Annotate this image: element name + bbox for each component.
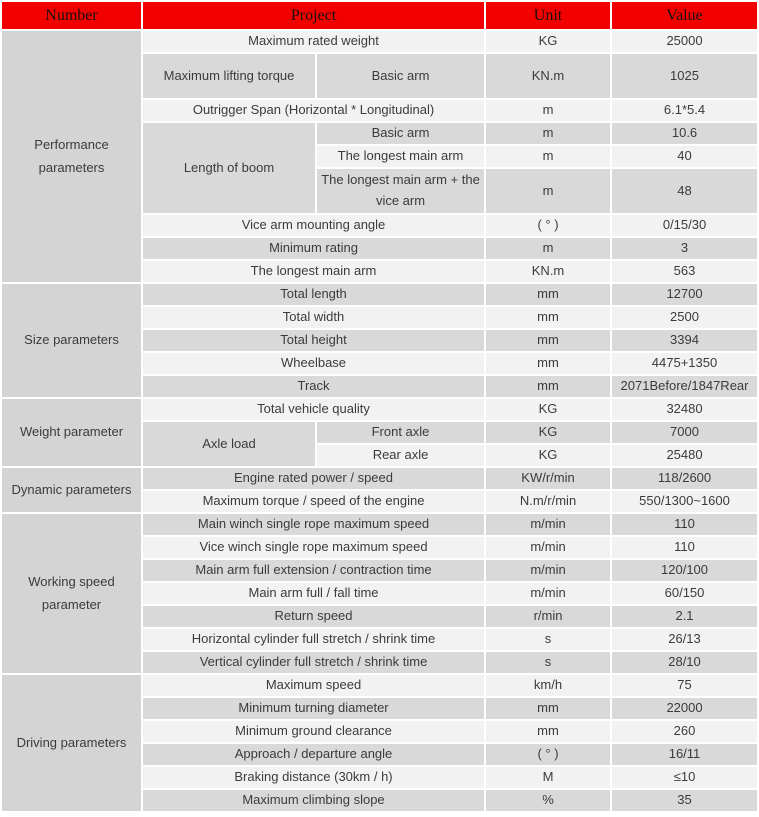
value-cell: 22000 [612, 698, 757, 719]
unit-cell: % [486, 790, 610, 811]
value-cell: 26/13 [612, 629, 757, 650]
project-cell: Minimum rating [143, 238, 484, 259]
unit-cell: N.m/r/min [486, 491, 610, 512]
value-cell: 2071Before/1847Rear [612, 376, 757, 397]
value-cell: 35 [612, 790, 757, 811]
project-cell: Wheelbase [143, 353, 484, 374]
value-cell: 25000 [612, 31, 757, 52]
col-header-value: Value [612, 2, 757, 29]
unit-cell: r/min [486, 606, 610, 627]
project-cell: Approach / departure angle [143, 744, 484, 765]
project-cell: Engine rated power / speed [143, 468, 484, 489]
unit-cell: m/min [486, 560, 610, 581]
value-cell: 3 [612, 238, 757, 259]
unit-cell: KN.m [486, 261, 610, 282]
value-cell: 2.1 [612, 606, 757, 627]
unit-cell: KG [486, 31, 610, 52]
project-cell: Main arm full / fall time [143, 583, 484, 604]
project-cell: Return speed [143, 606, 484, 627]
value-cell: 563 [612, 261, 757, 282]
table-row [2, 31, 757, 52]
table-row [2, 468, 757, 489]
project-cell: The longest main arm [143, 261, 484, 282]
project-cell: Outrigger Span (Horizontal * Longitudinal) [143, 100, 484, 121]
value-cell: 3394 [612, 330, 757, 351]
project-cell: Horizontal cylinder full stretch / shrink time [143, 629, 484, 650]
section-cell-size: Size parameters [2, 284, 141, 397]
value-cell: 40 [612, 146, 757, 167]
section-cell-working-speed: Working speed parameter [2, 514, 141, 673]
project-cell: Main winch single rope maximum speed [143, 514, 484, 535]
unit-cell: km/h [486, 675, 610, 696]
col-header-number: Number [2, 2, 141, 29]
value-cell: 118/2600 [612, 468, 757, 489]
value-cell: 110 [612, 514, 757, 535]
project-cell: Axle load [143, 422, 315, 466]
project-cell: Maximum climbing slope [143, 790, 484, 811]
project-sub-cell: Basic arm [317, 54, 484, 98]
project-cell: Maximum lifting torque [143, 54, 315, 98]
project-cell: Total height [143, 330, 484, 351]
value-cell: 550/1300~1600 [612, 491, 757, 512]
value-cell: ≤10 [612, 767, 757, 788]
project-cell: Minimum turning diameter [143, 698, 484, 719]
value-cell: 75 [612, 675, 757, 696]
value-cell: 60/150 [612, 583, 757, 604]
unit-cell: m/min [486, 514, 610, 535]
project-sub-cell: Front axle [317, 422, 484, 443]
unit-cell: m/min [486, 583, 610, 604]
unit-cell: M [486, 767, 610, 788]
unit-cell: s [486, 652, 610, 673]
project-cell: Braking distance (30km / h) [143, 767, 484, 788]
section-cell-dynamic: Dynamic parameters [2, 468, 141, 512]
unit-cell: ( ° ) [486, 215, 610, 236]
unit-cell: ( ° ) [486, 744, 610, 765]
value-cell: 16/11 [612, 744, 757, 765]
project-cell: Main arm full extension / contraction time [143, 560, 484, 581]
project-cell: Total width [143, 307, 484, 328]
value-cell: 32480 [612, 399, 757, 420]
unit-cell: m [486, 238, 610, 259]
value-cell: 25480 [612, 445, 757, 466]
unit-cell: s [486, 629, 610, 650]
unit-cell: KN.m [486, 54, 610, 98]
value-cell: 120/100 [612, 560, 757, 581]
table-row [2, 284, 757, 305]
section-cell-driving: Driving parameters [2, 675, 141, 811]
unit-cell: mm [486, 698, 610, 719]
project-cell: Vertical cylinder full stretch / shrink time [143, 652, 484, 673]
value-cell: 1025 [612, 54, 757, 98]
value-cell: 7000 [612, 422, 757, 443]
project-sub-cell: The longest main arm [317, 146, 484, 167]
unit-cell: mm [486, 284, 610, 305]
project-cell: Maximum torque / speed of the engine [143, 491, 484, 512]
unit-cell: m [486, 146, 610, 167]
unit-cell: mm [486, 721, 610, 742]
table-row [2, 675, 757, 696]
project-sub-cell: Basic arm [317, 123, 484, 144]
project-cell: Maximum speed [143, 675, 484, 696]
unit-cell: m/min [486, 537, 610, 558]
value-cell: 6.1*5.4 [612, 100, 757, 121]
project-cell: Maximum rated weight [143, 31, 484, 52]
project-cell: Length of boom [143, 123, 315, 213]
project-cell: Minimum ground clearance [143, 721, 484, 742]
value-cell: 28/10 [612, 652, 757, 673]
header-row [2, 2, 757, 29]
table-row [2, 399, 757, 420]
value-cell: 48 [612, 169, 757, 213]
unit-cell: mm [486, 330, 610, 351]
value-cell: 260 [612, 721, 757, 742]
col-header-unit: Unit [486, 2, 610, 29]
unit-cell: KG [486, 399, 610, 420]
section-cell-weight: Weight parameter [2, 399, 141, 466]
table-row [2, 514, 757, 535]
col-header-project: Project [143, 2, 484, 29]
unit-cell: mm [486, 307, 610, 328]
project-cell: Vice arm mounting angle [143, 215, 484, 236]
project-cell: Total length [143, 284, 484, 305]
project-cell: Track [143, 376, 484, 397]
unit-cell: KG [486, 445, 610, 466]
value-cell: 12700 [612, 284, 757, 305]
value-cell: 2500 [612, 307, 757, 328]
value-cell: 0/15/30 [612, 215, 757, 236]
project-cell: Vice winch single rope maximum speed [143, 537, 484, 558]
unit-cell: m [486, 169, 610, 213]
unit-cell: KG [486, 422, 610, 443]
section-cell-performance: Performance parameters [2, 31, 141, 282]
project-cell: Total vehicle quality [143, 399, 484, 420]
unit-cell: mm [486, 353, 610, 374]
unit-cell: KW/r/min [486, 468, 610, 489]
project-sub-cell: Rear axle [317, 445, 484, 466]
project-sub-cell: The longest main arm + the vice arm [317, 169, 484, 213]
value-cell: 110 [612, 537, 757, 558]
unit-cell: m [486, 100, 610, 121]
unit-cell: mm [486, 376, 610, 397]
value-cell: 10.6 [612, 123, 757, 144]
value-cell: 4475+1350 [612, 353, 757, 374]
unit-cell: m [486, 123, 610, 144]
